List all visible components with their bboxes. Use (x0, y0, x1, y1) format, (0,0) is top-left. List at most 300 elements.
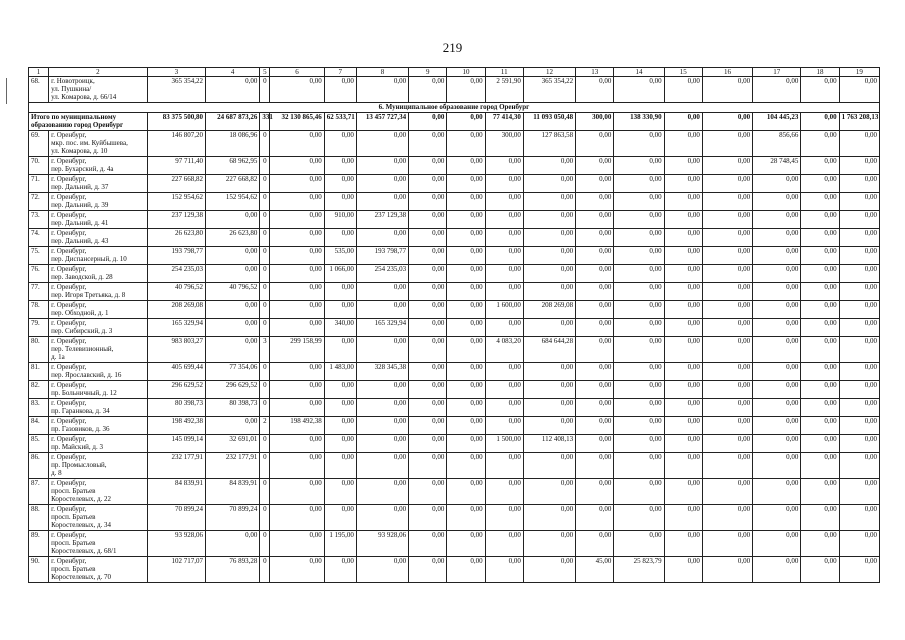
amount-cell: 208 269,08 (523, 301, 575, 319)
count-cell: 0 (260, 435, 270, 453)
amount-cell: 0,00 (753, 319, 801, 337)
amount-cell: 45,00 (576, 557, 614, 583)
amount-cell: 0,00 (753, 363, 801, 381)
amount-cell: 0,00 (447, 453, 485, 479)
count-cell: 0 (260, 247, 270, 265)
amount-cell: 0,00 (356, 453, 408, 479)
amount-cell: 40 796,52 (206, 283, 260, 301)
column-number-cell: 4 (206, 68, 260, 77)
amount-cell: 0,00 (753, 77, 801, 103)
table-row (29, 211, 880, 229)
amount-cell: 0,00 (447, 157, 485, 175)
amount-cell: 0,00 (409, 381, 447, 399)
amount-cell: 0,00 (324, 435, 356, 453)
amount-cell: 0,00 (447, 175, 485, 193)
amount-cell: 0,00 (523, 283, 575, 301)
amount-cell: 0,00 (485, 479, 523, 505)
address-cell: г. Оренбург, просп. Братьев Коростелевых, д. 68/1 (49, 531, 148, 557)
amount-cell: 0,00 (664, 283, 702, 301)
count-cell: 0 (260, 505, 270, 531)
amount-cell: 0,00 (270, 131, 324, 157)
amount-cell: 0,00 (523, 381, 575, 399)
amount-cell: 0,00 (839, 531, 879, 557)
amount-cell: 0,00 (324, 417, 356, 435)
row-number-cell: 80. (29, 337, 49, 363)
amount-cell: 0,00 (447, 301, 485, 319)
amount-cell: 0,00 (409, 247, 447, 265)
amount-cell: 0,00 (523, 265, 575, 283)
amount-cell: 0,00 (447, 505, 485, 531)
amount-cell: 0,00 (447, 283, 485, 301)
count-cell: 3 (260, 337, 270, 363)
amount-cell: 0,00 (839, 77, 879, 103)
amount-cell: 0,00 (839, 363, 879, 381)
amount-cell: 0,00 (447, 77, 485, 103)
count-cell: 0 (260, 319, 270, 337)
amount-cell: 0,00 (664, 193, 702, 211)
amount-cell: 340,00 (324, 319, 356, 337)
count-cell: 0 (260, 265, 270, 283)
row-number-cell: 73. (29, 211, 49, 229)
amount-cell: 0,00 (753, 505, 801, 531)
amount-cell: 0,00 (664, 157, 702, 175)
amount-cell: 0,00 (753, 399, 801, 417)
address-cell: г. Оренбург, пр. Промысловый, д. 8 (49, 453, 148, 479)
table-row (29, 265, 880, 283)
column-number-cell: 8 (356, 68, 408, 77)
amount-cell: 232 177,91 (206, 453, 260, 479)
amount-cell: 18 086,96 (206, 131, 260, 157)
address-cell: г. Оренбург, просп. Братьев Коростелевых, д. 70 (49, 557, 148, 583)
row-number-cell: 87. (29, 479, 49, 505)
amount-cell: 0,00 (270, 453, 324, 479)
amount-cell: 0,00 (485, 363, 523, 381)
amount-cell: 102 717,07 (147, 557, 205, 583)
amount-cell: 193 798,77 (356, 247, 408, 265)
column-number-cell: 19 (839, 68, 879, 77)
address-cell: г. Оренбург, просп. Братьев Коростелевых, д. 34 (49, 505, 148, 531)
column-number-cell: 5 (260, 68, 270, 77)
total-amount-cell: 0,00 (801, 113, 839, 131)
row-number-cell: 86. (29, 453, 49, 479)
amount-cell: 0,00 (839, 131, 879, 157)
page-number: 219 (442, 40, 463, 55)
amount-cell: 77 354,06 (206, 363, 260, 381)
amount-cell: 40 796,52 (147, 283, 205, 301)
total-amount-cell: 24 687 873,26 (206, 113, 260, 131)
amount-cell: 0,00 (576, 505, 614, 531)
amount-cell: 0,00 (839, 319, 879, 337)
amount-cell: 0,00 (702, 417, 752, 435)
amount-cell: 0,00 (485, 453, 523, 479)
amount-cell: 0,00 (447, 399, 485, 417)
amount-cell: 0,00 (753, 175, 801, 193)
amount-cell: 0,00 (614, 193, 664, 211)
amount-cell: 1 195,00 (324, 531, 356, 557)
total-amount-cell: 13 457 727,34 (356, 113, 408, 131)
amount-cell: 0,00 (702, 381, 752, 399)
address-cell: г. Оренбург, пр. Газовиков, д. 36 (49, 417, 148, 435)
amount-cell: 0,00 (447, 531, 485, 557)
amount-cell: 0,00 (576, 301, 614, 319)
amount-cell: 0,00 (839, 417, 879, 435)
table-body (29, 68, 880, 583)
total-amount-cell: 138 330,90 (614, 113, 664, 131)
amount-cell: 254 235,03 (147, 265, 205, 283)
amount-cell: 0,00 (614, 131, 664, 157)
amount-cell: 0,00 (409, 399, 447, 417)
amount-cell: 0,00 (409, 557, 447, 583)
amount-cell: 0,00 (702, 319, 752, 337)
amount-cell: 0,00 (485, 319, 523, 337)
amount-cell: 0,00 (447, 479, 485, 505)
row-number-cell: 74. (29, 229, 49, 247)
amount-cell: 0,00 (664, 301, 702, 319)
amount-cell: 0,00 (324, 131, 356, 157)
amount-cell: 296 629,52 (206, 381, 260, 399)
amount-cell: 0,00 (485, 193, 523, 211)
total-amount-cell: 0,00 (409, 113, 447, 131)
column-number-row (29, 68, 880, 77)
amount-cell: 0,00 (614, 157, 664, 175)
amount-cell: 93 928,06 (147, 531, 205, 557)
amount-cell: 0,00 (702, 131, 752, 157)
amount-cell: 0,00 (801, 557, 839, 583)
amount-cell: 0,00 (801, 453, 839, 479)
amount-cell: 0,00 (270, 363, 324, 381)
amount-cell: 112 408,13 (523, 435, 575, 453)
row-number-cell: 84. (29, 417, 49, 435)
section-title: 6. Муниципальное образование город Оренбург (29, 103, 880, 113)
amount-cell: 0,00 (356, 229, 408, 247)
amount-cell: 0,00 (614, 363, 664, 381)
amount-cell: 0,00 (753, 283, 801, 301)
row-number-cell: 82. (29, 381, 49, 399)
total-amount-cell: 300,00 (576, 113, 614, 131)
address-cell: г. Оренбург, пер. Телевизионный, д. 1а (49, 337, 148, 363)
column-number-cell: 12 (523, 68, 575, 77)
amount-cell: 0,00 (409, 77, 447, 103)
amount-cell: 32 691,01 (206, 435, 260, 453)
amount-cell: 0,00 (270, 301, 324, 319)
amount-cell: 0,00 (576, 265, 614, 283)
amount-cell: 0,00 (753, 381, 801, 399)
amount-cell: 0,00 (614, 301, 664, 319)
amount-cell: 0,00 (485, 229, 523, 247)
table-row (29, 479, 880, 505)
amount-cell: 0,00 (270, 175, 324, 193)
amount-cell: 0,00 (702, 157, 752, 175)
amount-cell: 0,00 (447, 229, 485, 247)
row-number-cell: 77. (29, 283, 49, 301)
amount-cell: 0,00 (664, 131, 702, 157)
amount-cell: 0,00 (409, 363, 447, 381)
amount-cell: 0,00 (485, 417, 523, 435)
amount-cell: 0,00 (839, 453, 879, 479)
amount-cell: 0,00 (664, 557, 702, 583)
amount-cell: 0,00 (523, 211, 575, 229)
amount-cell: 0,00 (801, 131, 839, 157)
count-cell: 0 (260, 399, 270, 417)
amount-cell: 0,00 (614, 479, 664, 505)
address-cell: г. Оренбург, пер. Дальний, д. 37 (49, 175, 148, 193)
amount-cell: 0,00 (447, 265, 485, 283)
column-number-cell: 1 (29, 68, 49, 77)
address-cell: г. Оренбург, пер. Заводской, д. 28 (49, 265, 148, 283)
amount-cell: 0,00 (576, 337, 614, 363)
amount-cell: 0,00 (447, 381, 485, 399)
table-row (29, 247, 880, 265)
amount-cell: 0,00 (270, 505, 324, 531)
row-number-cell: 88. (29, 505, 49, 531)
amount-cell: 0,00 (206, 417, 260, 435)
amount-cell: 0,00 (702, 505, 752, 531)
amount-cell: 0,00 (270, 283, 324, 301)
table-row (29, 531, 880, 557)
table-row (29, 557, 880, 583)
amount-cell: 84 839,91 (206, 479, 260, 505)
total-amount-cell: 104 445,23 (753, 113, 801, 131)
amount-cell: 0,00 (801, 211, 839, 229)
amount-cell: 0,00 (409, 193, 447, 211)
amount-cell: 0,00 (702, 453, 752, 479)
amount-cell: 0,00 (702, 229, 752, 247)
amount-cell: 0,00 (664, 265, 702, 283)
count-cell: 0 (260, 557, 270, 583)
address-cell: г. Оренбург, пер. Дальний, д. 39 (49, 193, 148, 211)
total-count-cell: 331 (260, 113, 270, 131)
amount-cell: 0,00 (839, 301, 879, 319)
amount-cell: 0,00 (753, 453, 801, 479)
amount-cell: 0,00 (614, 417, 664, 435)
amount-cell: 0,00 (576, 363, 614, 381)
count-cell: 0 (260, 211, 270, 229)
amount-cell: 0,00 (839, 479, 879, 505)
amount-cell: 0,00 (664, 363, 702, 381)
amount-cell: 0,00 (576, 435, 614, 453)
amount-cell: 0,00 (356, 381, 408, 399)
amount-cell: 0,00 (447, 193, 485, 211)
amount-cell: 0,00 (324, 301, 356, 319)
amount-cell: 0,00 (356, 157, 408, 175)
amount-cell: 0,00 (614, 77, 664, 103)
amount-cell: 0,00 (523, 417, 575, 435)
amount-cell: 152 954,62 (147, 193, 205, 211)
amount-cell: 237 129,38 (147, 211, 205, 229)
amount-cell: 0,00 (576, 157, 614, 175)
amount-cell: 0,00 (409, 337, 447, 363)
amount-cell: 0,00 (702, 531, 752, 557)
table-row (29, 399, 880, 417)
amount-cell: 193 798,77 (147, 247, 205, 265)
table-row (29, 157, 880, 175)
amount-cell: 0,00 (664, 77, 702, 103)
row-number-cell: 89. (29, 531, 49, 557)
amount-cell: 0,00 (447, 417, 485, 435)
amount-cell: 0,00 (206, 337, 260, 363)
column-number-cell: 10 (447, 68, 485, 77)
amount-cell: 0,00 (356, 479, 408, 505)
row-number-cell: 81. (29, 363, 49, 381)
amount-cell: 0,00 (801, 77, 839, 103)
table-row (29, 337, 880, 363)
amount-cell: 0,00 (576, 319, 614, 337)
amount-cell: 0,00 (447, 363, 485, 381)
amount-cell: 0,00 (801, 381, 839, 399)
amount-cell: 0,00 (614, 453, 664, 479)
row-number-cell: 76. (29, 265, 49, 283)
amount-cell: 0,00 (485, 157, 523, 175)
amount-cell: 4 083,20 (485, 337, 523, 363)
amount-cell: 2 591,90 (485, 77, 523, 103)
amount-cell: 0,00 (614, 319, 664, 337)
amount-cell: 0,00 (614, 211, 664, 229)
amount-cell: 0,00 (753, 247, 801, 265)
amount-cell: 0,00 (839, 247, 879, 265)
table-row (29, 175, 880, 193)
amount-cell: 0,00 (270, 77, 324, 103)
amount-cell: 1 500,00 (485, 435, 523, 453)
amount-cell: 0,00 (664, 399, 702, 417)
column-number-cell: 17 (753, 68, 801, 77)
amount-cell: 0,00 (839, 193, 879, 211)
amount-cell: 0,00 (576, 283, 614, 301)
address-cell: г. Оренбург, пер. Игоря Третьяка, д. 8 (49, 283, 148, 301)
amount-cell: 910,00 (324, 211, 356, 229)
amount-cell: 0,00 (753, 337, 801, 363)
amount-cell: 328 345,38 (356, 363, 408, 381)
amount-cell: 0,00 (576, 77, 614, 103)
column-number-cell: 7 (324, 68, 356, 77)
amount-cell: 0,00 (485, 557, 523, 583)
amount-cell: 0,00 (614, 399, 664, 417)
address-cell: г. Оренбург, пер. Диспансерный, д. 10 (49, 247, 148, 265)
amount-cell: 76 893,28 (206, 557, 260, 583)
address-cell: г. Новотроицк, ул. Пушкина/ ул. Комарова, д. 66/14 (49, 77, 148, 103)
amount-cell: 0,00 (839, 557, 879, 583)
amount-cell: 0,00 (753, 265, 801, 283)
amount-cell: 93 928,06 (356, 531, 408, 557)
count-cell: 0 (260, 531, 270, 557)
amount-cell: 0,00 (664, 319, 702, 337)
row-number-cell: 79. (29, 319, 49, 337)
amount-cell: 296 629,52 (147, 381, 205, 399)
amount-cell: 0,00 (270, 193, 324, 211)
amount-cell: 0,00 (270, 211, 324, 229)
amount-cell: 0,00 (485, 247, 523, 265)
amount-cell: 0,00 (753, 301, 801, 319)
amount-cell: 0,00 (356, 301, 408, 319)
count-cell: 0 (260, 301, 270, 319)
amount-cell: 0,00 (614, 283, 664, 301)
amount-cell: 0,00 (206, 319, 260, 337)
column-number-cell: 16 (702, 68, 752, 77)
address-cell: г. Оренбург, пр. Гаранкова, д. 34 (49, 399, 148, 417)
amount-cell: 0,00 (664, 175, 702, 193)
amount-cell: 68 962,95 (206, 157, 260, 175)
amount-cell: 0,00 (839, 435, 879, 453)
amount-cell: 25 823,79 (614, 557, 664, 583)
total-amount-cell: 0,00 (664, 113, 702, 131)
amount-cell: 0,00 (614, 505, 664, 531)
address-cell: г. Оренбург, пер. Ярославский, д. 16 (49, 363, 148, 381)
count-cell: 0 (260, 175, 270, 193)
amount-cell: 0,00 (447, 435, 485, 453)
amount-cell: 0,00 (409, 211, 447, 229)
amount-cell: 0,00 (409, 229, 447, 247)
row-number-cell: 75. (29, 247, 49, 265)
amount-cell: 0,00 (324, 337, 356, 363)
amount-cell: 0,00 (409, 479, 447, 505)
amount-cell: 70 899,24 (147, 505, 205, 531)
amount-cell: 0,00 (523, 363, 575, 381)
amount-cell: 0,00 (801, 193, 839, 211)
amount-cell: 0,00 (523, 319, 575, 337)
amount-cell: 0,00 (576, 399, 614, 417)
count-cell: 0 (260, 479, 270, 505)
amount-cell: 0,00 (753, 531, 801, 557)
amount-cell: 0,00 (270, 557, 324, 583)
amount-cell: 0,00 (409, 131, 447, 157)
amount-cell: 0,00 (356, 77, 408, 103)
amount-cell: 0,00 (614, 381, 664, 399)
amount-cell: 0,00 (409, 175, 447, 193)
amount-cell: 0,00 (324, 283, 356, 301)
amount-cell: 0,00 (409, 531, 447, 557)
amount-cell: 0,00 (801, 265, 839, 283)
amount-cell: 0,00 (801, 175, 839, 193)
amount-cell: 0,00 (664, 435, 702, 453)
amount-cell: 0,00 (753, 193, 801, 211)
amount-cell: 365 354,22 (147, 77, 205, 103)
amount-cell: 0,00 (270, 381, 324, 399)
amount-cell: 365 354,22 (523, 77, 575, 103)
table-row (29, 435, 880, 453)
budget-table (28, 67, 880, 583)
amount-cell: 0,00 (523, 399, 575, 417)
amount-cell: 165 329,94 (356, 319, 408, 337)
total-label: Итого по муниципальному образованию город Оренбург (29, 113, 148, 131)
amount-cell: 0,00 (702, 77, 752, 103)
amount-cell: 0,00 (614, 337, 664, 363)
amount-cell: 0,00 (576, 531, 614, 557)
column-number-cell: 18 (801, 68, 839, 77)
amount-cell: 0,00 (664, 229, 702, 247)
row-number-cell: 83. (29, 399, 49, 417)
count-cell: 0 (260, 131, 270, 157)
amount-cell: 0,00 (523, 175, 575, 193)
row-number-cell: 78. (29, 301, 49, 319)
amount-cell: 0,00 (356, 131, 408, 157)
amount-cell: 0,00 (753, 211, 801, 229)
address-cell: г. Оренбург, пер. Дальний, д. 43 (49, 229, 148, 247)
count-cell: 0 (260, 193, 270, 211)
amount-cell: 0,00 (702, 363, 752, 381)
amount-cell: 0,00 (801, 435, 839, 453)
amount-cell: 0,00 (839, 175, 879, 193)
amount-cell: 0,00 (576, 211, 614, 229)
amount-cell: 0,00 (839, 157, 879, 175)
section-row (29, 103, 880, 113)
amount-cell: 0,00 (270, 435, 324, 453)
amount-cell: 0,00 (356, 505, 408, 531)
amount-cell: 0,00 (801, 479, 839, 505)
amount-cell: 0,00 (523, 157, 575, 175)
column-number-cell: 2 (49, 68, 148, 77)
column-number-cell: 6 (270, 68, 324, 77)
amount-cell: 0,00 (801, 229, 839, 247)
amount-cell: 0,00 (839, 337, 879, 363)
